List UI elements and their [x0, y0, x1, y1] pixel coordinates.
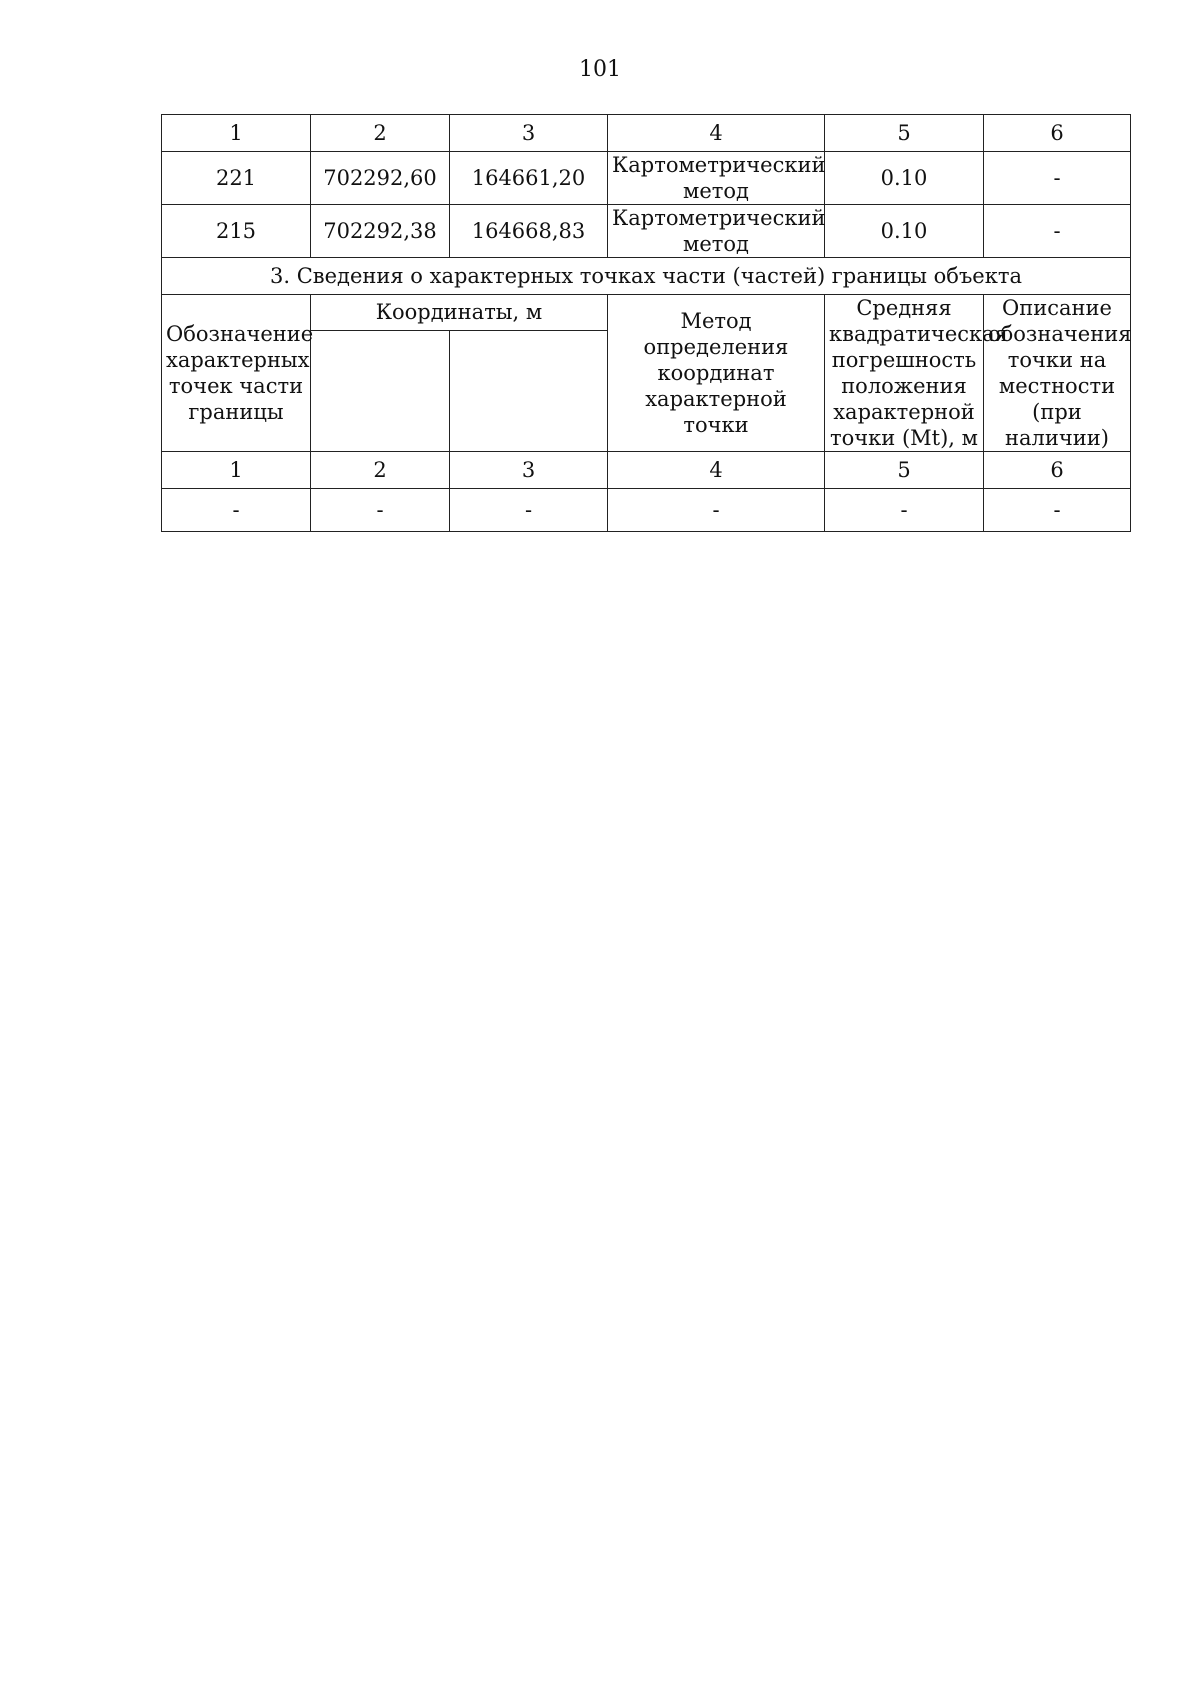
column-number-row [162, 452, 1131, 489]
column-number: 5 [825, 115, 984, 152]
header-description: Описание обозначения точки на местности (при наличии) [984, 295, 1131, 452]
point-id: 221 [162, 152, 311, 205]
column-number: 4 [608, 452, 825, 489]
section-title: 3. Сведения о характерных точках части (частей) границы объекта [162, 258, 1131, 295]
empty-cell: - [311, 489, 450, 532]
column-number: 6 [984, 115, 1131, 152]
coord-y: 164661,20 [450, 152, 608, 205]
point-id: 215 [162, 205, 311, 258]
column-number: 4 [608, 115, 825, 152]
method-line: метод [683, 232, 749, 256]
empty-cell: - [450, 489, 608, 532]
page-number: 101 [579, 57, 621, 82]
coord-x: 702292,38 [311, 205, 450, 258]
table-row [162, 489, 1131, 532]
header-designation: Обозначение характерных точек части границы [162, 295, 311, 452]
column-number: 1 [162, 115, 311, 152]
column-number-row [162, 115, 1131, 152]
header-coord-x [311, 330, 450, 451]
column-number: 1 [162, 452, 311, 489]
description: - [984, 205, 1131, 258]
section-title-row [162, 258, 1131, 295]
header-row [162, 295, 1131, 331]
header-coordinates: Координаты, м [311, 295, 608, 331]
method-line: метод [683, 179, 749, 203]
empty-cell: - [825, 489, 984, 532]
column-number: 2 [311, 115, 450, 152]
empty-cell: - [608, 489, 825, 532]
method-cell [608, 152, 825, 205]
column-number: 2 [311, 452, 450, 489]
column-number: 5 [825, 452, 984, 489]
column-number: 3 [450, 452, 608, 489]
header-method: Метод определения координат характерной точки [608, 295, 825, 452]
method-line: Картометрический [612, 153, 826, 177]
table-row [162, 205, 1131, 258]
column-number: 3 [450, 115, 608, 152]
coord-y: 164668,83 [450, 205, 608, 258]
coord-x: 702292,60 [311, 152, 450, 205]
header-accuracy: Средняя квадратическая погрешность положения характерной точки (Mt), м [825, 295, 984, 452]
accuracy: 0.10 [825, 205, 984, 258]
method-line: Картометрический [612, 206, 826, 230]
empty-cell: - [984, 489, 1131, 532]
method-cell [608, 205, 825, 258]
empty-cell: - [162, 489, 311, 532]
table-row [162, 152, 1131, 205]
header-coord-y [450, 330, 608, 451]
accuracy: 0.10 [825, 152, 984, 205]
coordinates-table [161, 114, 1131, 532]
description: - [984, 152, 1131, 205]
column-number: 6 [984, 452, 1131, 489]
